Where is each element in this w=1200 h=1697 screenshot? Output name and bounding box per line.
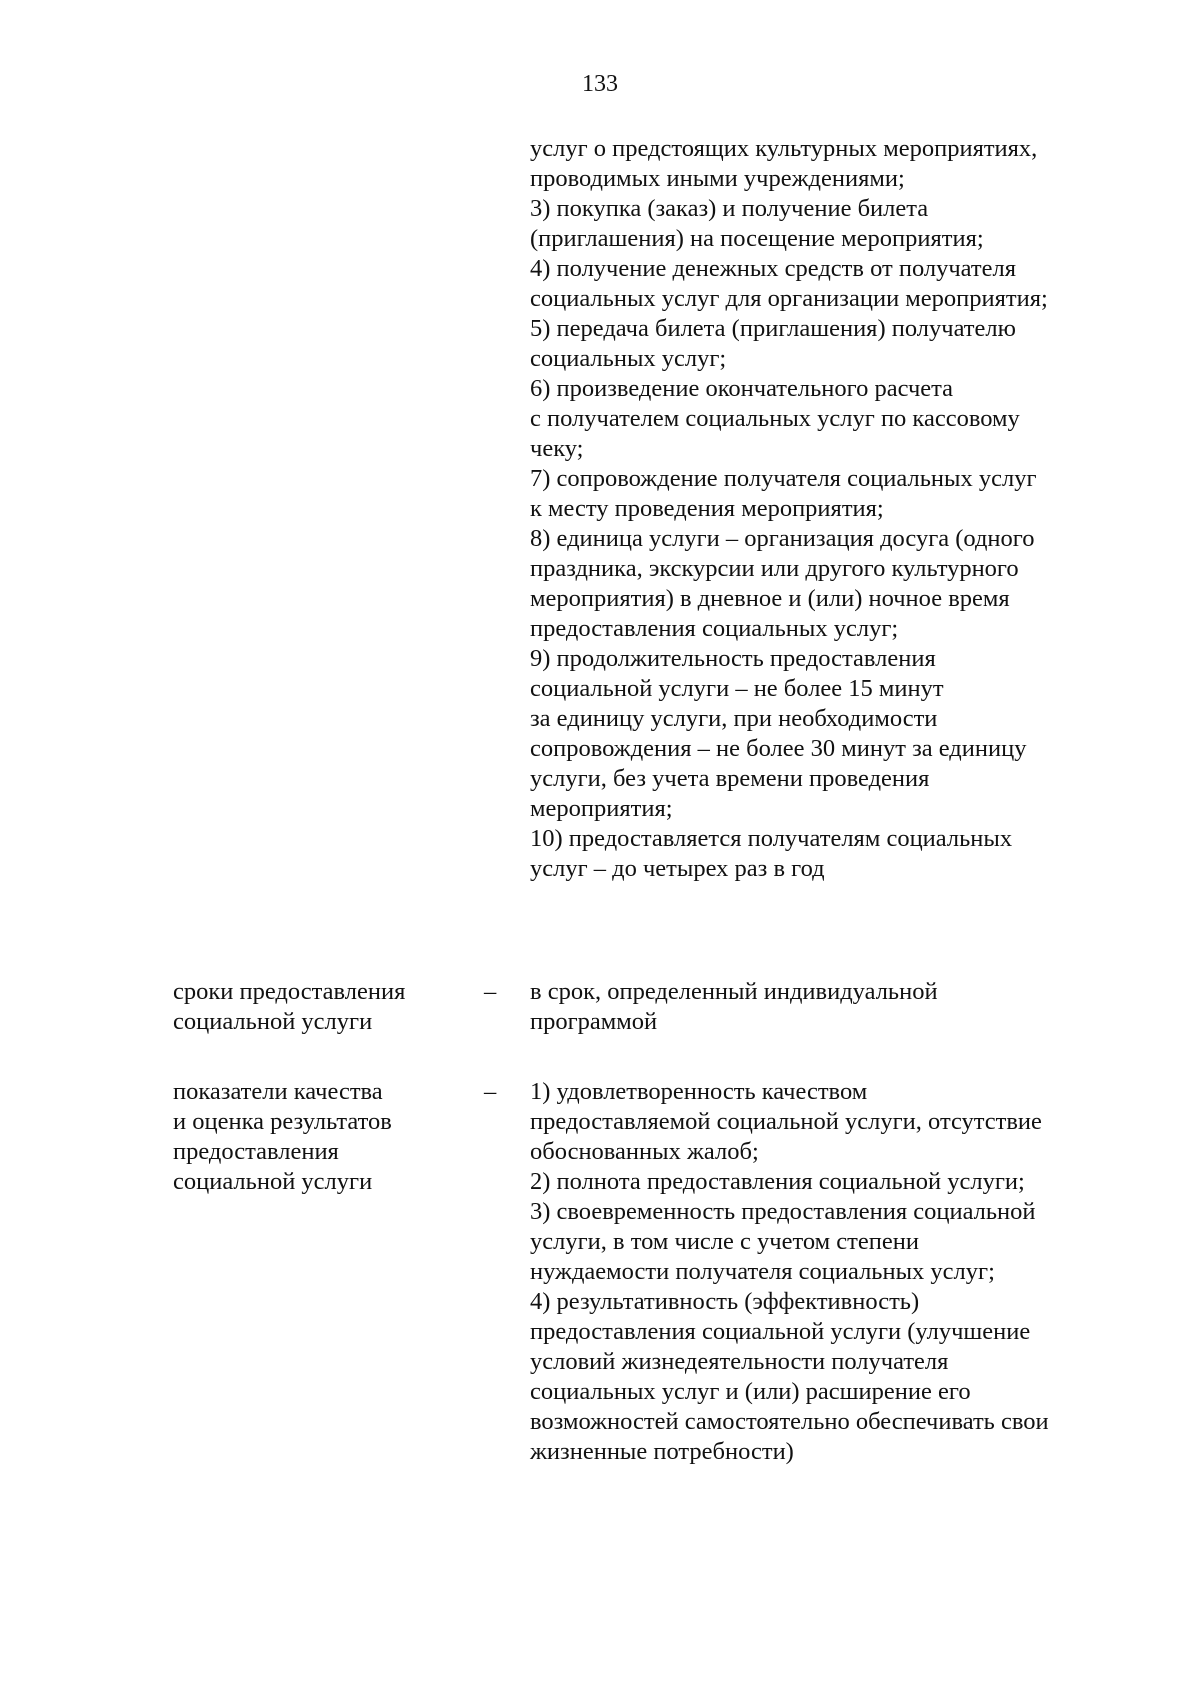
- text-line: услуг – до четырех раз в год: [530, 855, 825, 882]
- value-line: жизненные потребности): [530, 1438, 794, 1465]
- text-line: мероприятия) в дневное и (или) ночное время: [530, 585, 1010, 612]
- text-line: с получателем социальных услуг по кассовому: [530, 405, 1020, 432]
- quality-value: [530, 1077, 1170, 1467]
- quality-label: [173, 1077, 463, 1197]
- text-line: социальных услуг;: [530, 345, 727, 372]
- label-line: и оценка результатов: [173, 1108, 392, 1135]
- text-line: сопровождения – не более 30 минут за единицу: [530, 735, 1027, 762]
- label-line: социальной услуги: [173, 1008, 373, 1035]
- page-number: 133: [582, 71, 618, 97]
- text-line: чеку;: [530, 435, 584, 462]
- text-line: социальных услуг для организации мероприятия;: [530, 285, 1048, 312]
- value-line: 1) удовлетворенность качеством: [530, 1078, 868, 1105]
- value-line: социальных услуг и (или) расширение его: [530, 1378, 971, 1405]
- text-line: (приглашения) на посещение мероприятия;: [530, 225, 984, 252]
- terms-value: [530, 977, 1170, 1037]
- text-line: 10) предоставляется получателям социальных: [530, 825, 1013, 852]
- value-line: условий жизнедеятельности получателя: [530, 1348, 949, 1375]
- label-line: предоставления: [173, 1138, 339, 1165]
- terms-label: [173, 977, 463, 1037]
- value-line: обоснованных жалоб;: [530, 1138, 759, 1165]
- dash-separator: –: [484, 1078, 497, 1105]
- value-line: в срок, определенный индивидуальной: [530, 978, 938, 1005]
- value-line: предоставляемой социальной услуги, отсутствие: [530, 1108, 1042, 1135]
- text-line: за единицу услуги, при необходимости: [530, 705, 938, 732]
- value-line: услуги, в том числе с учетом степени: [530, 1228, 919, 1255]
- value-line: 3) своевременность предоставления социальной: [530, 1198, 1036, 1225]
- text-line: 7) сопровождение получателя социальных услуг: [530, 465, 1037, 492]
- value-line: программой: [530, 1008, 658, 1035]
- dash-separator: –: [484, 978, 497, 1005]
- label-line: социальной услуги: [173, 1168, 373, 1195]
- text-line: услуг о предстоящих культурных мероприятиях,: [530, 135, 1038, 162]
- value-line: 2) полнота предоставления социальной услуги;: [530, 1168, 1025, 1195]
- value-line: возможностей самостоятельно обеспечивать свои: [530, 1408, 1049, 1435]
- text-line: социальной услуги – не более 15 минут: [530, 675, 944, 702]
- value-line: нуждаемости получателя социальных услуг;: [530, 1258, 995, 1285]
- value-line: предоставления социальной услуги (улучшение: [530, 1318, 1031, 1345]
- service-description-continuation: [530, 134, 1170, 884]
- text-line: 4) получение денежных средств от получателя: [530, 255, 1016, 282]
- text-line: 3) покупка (заказ) и получение билета: [530, 195, 929, 222]
- text-line: мероприятия;: [530, 795, 673, 822]
- label-line: сроки предоставления: [173, 978, 406, 1005]
- label-line: показатели качества: [173, 1078, 383, 1105]
- text-line: праздника, экскурсии или другого культурного: [530, 555, 1019, 582]
- text-line: услуги, без учета времени проведения: [530, 765, 930, 792]
- value-line: 4) результативность (эффективность): [530, 1288, 920, 1315]
- text-line: 5) передача билета (приглашения) получателю: [530, 315, 1016, 342]
- text-line: 6) произведение окончательного расчета: [530, 375, 954, 402]
- text-line: к месту проведения мероприятия;: [530, 495, 884, 522]
- text-line: 8) единица услуги – организация досуга (одного: [530, 525, 1035, 552]
- text-line: 9) продолжительность предоставления: [530, 645, 936, 672]
- text-line: предоставления социальных услуг;: [530, 615, 899, 642]
- text-line: проводимых иными учреждениями;: [530, 165, 905, 192]
